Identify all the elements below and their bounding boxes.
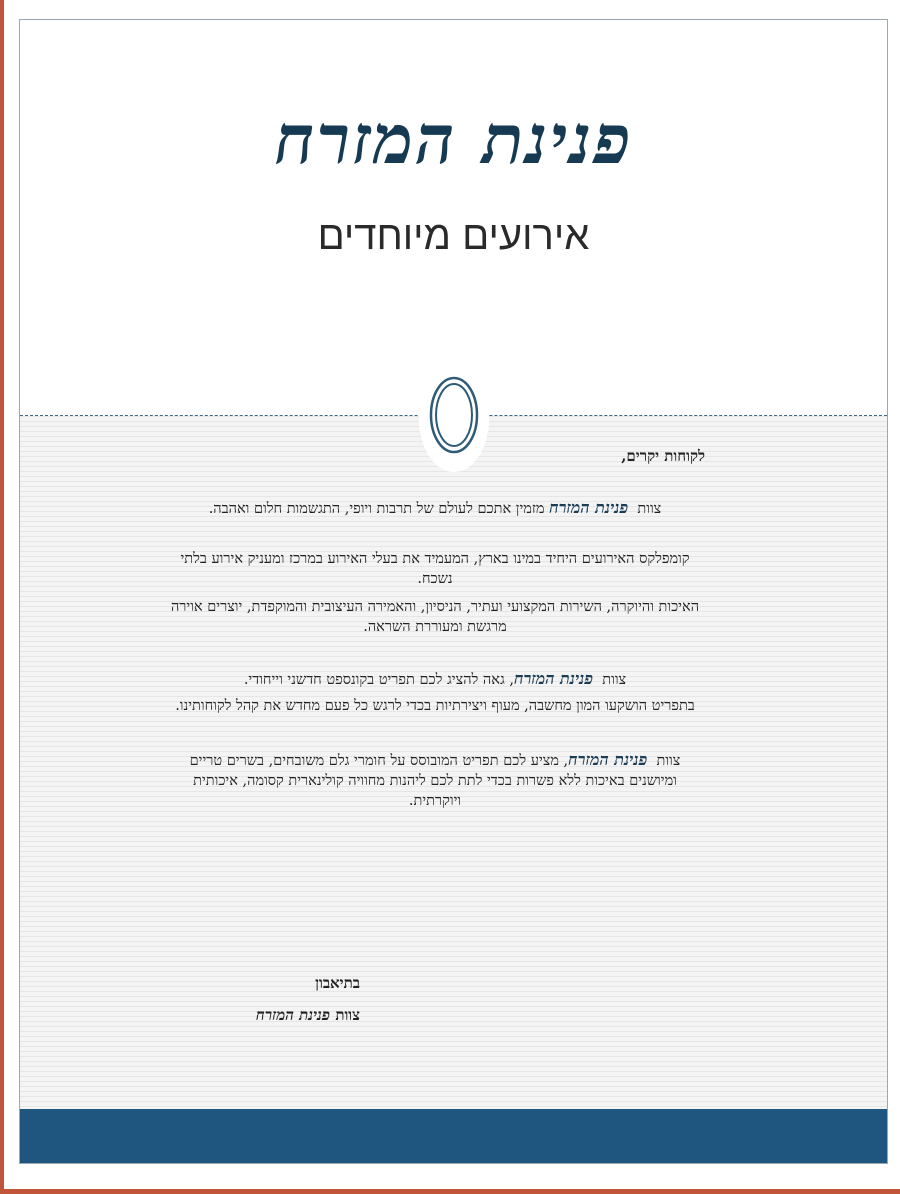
team-prefix: צוות xyxy=(602,672,627,688)
team-prefix: צוות xyxy=(637,501,662,517)
paragraph-complex: קומפלקס האירועים היחיד במינו בארץ, המעמיד את בעלי האירוע במרכז ומעניק אירוע בלתי נשכח. xyxy=(180,551,690,587)
brand-name: פנינת המזרח xyxy=(549,498,629,517)
page-edge-bottom xyxy=(0,1189,900,1194)
paragraph-menu-intro xyxy=(165,669,705,690)
paragraph-menu-thought: בתפריט הושקעו המון מחשבה, מעוף ויצירתיות בכדי לרגש כל פעם מחדש את קהל לקוחותינו. xyxy=(175,698,695,714)
header-area xyxy=(20,20,887,416)
letter-signoff xyxy=(190,972,360,1026)
team-prefix: צוות xyxy=(656,753,681,769)
oval-ornament-icon xyxy=(429,376,479,454)
paragraph-ingredients xyxy=(165,750,705,811)
signoff-brand-name: פנינת המזרח xyxy=(255,1006,331,1024)
letter-body xyxy=(165,446,705,811)
footer-bar xyxy=(20,1109,887,1163)
brand-name: פנינת המזרח xyxy=(568,750,648,769)
signoff-team xyxy=(190,1004,360,1026)
document-title: פנינת המזרח xyxy=(274,100,633,180)
signoff-team-prefix: צוות xyxy=(335,1006,360,1024)
paragraph-text: , מציע לכם תפריט המובוסס על חומרי גלם משובחים, בשרים טריים ומיושנים באיכות ללא פשרות בכדי לתת לכם ליהנות מחוויה קולינארית קסומה, איכותית ויוקרתית. xyxy=(189,753,677,809)
brand-name: פנינת המזרח xyxy=(513,669,594,688)
paragraph-text: מזמין אתכם לעולם של תרבות ויופי, התגשמות חלום ואהבה. xyxy=(208,501,545,517)
page-edge-left xyxy=(0,0,4,1194)
paragraph-invitation xyxy=(165,498,705,519)
paragraph-quality: האיכות והיוקרה, השירות המקצועי ועתיר, הניסיון, והאמירה העיצובית והמוקפדת, יוצרים אוירה מרגשת ומעוררת השראה. xyxy=(170,599,700,635)
signoff-closing: בתיאבון xyxy=(315,974,360,992)
paragraph-text: , גאה להציג לכם תפריט בקונספט חדשני וייחודי. xyxy=(243,672,514,688)
letter-greeting: לקוחות יקרים, xyxy=(621,447,705,465)
document-subtitle: אירועים מיוחדים xyxy=(317,214,590,258)
